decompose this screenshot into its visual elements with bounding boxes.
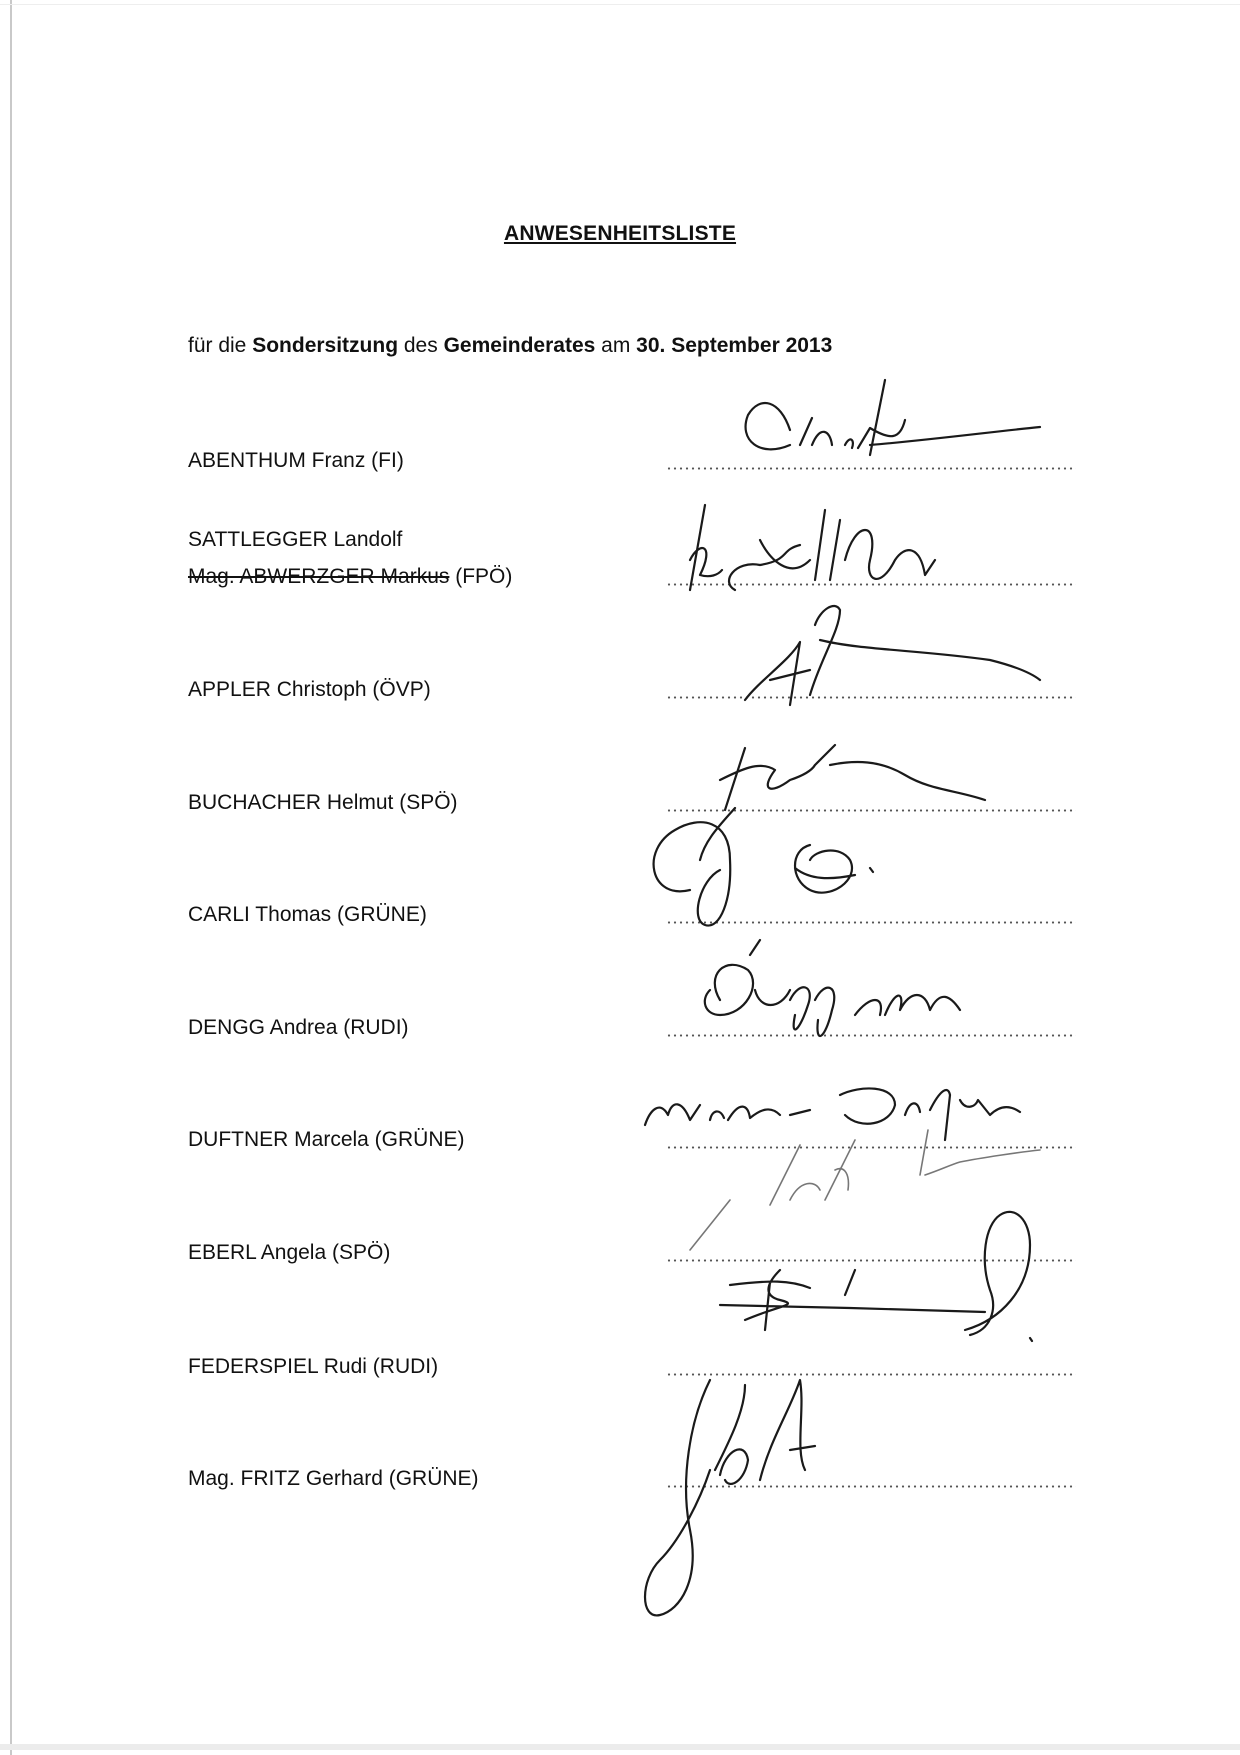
signature-line — [666, 1259, 1076, 1262]
signature-line — [666, 921, 1076, 924]
attendee-name-duftner: DUFTNER Marcela (GRÜNE) — [188, 1128, 465, 1151]
signature-line — [666, 1146, 1076, 1149]
intro-text-1: für die — [188, 334, 253, 357]
page-left-edge — [10, 0, 12, 1755]
attendee-name-carli: CARLI Thomas (GRÜNE) — [188, 903, 427, 926]
intro-text-2: des — [398, 334, 444, 357]
attendee-name-eberl: EBERL Angela (SPÖ) — [188, 1241, 391, 1264]
attendee-name-abenthum: ABENTHUM Franz (FI) — [188, 449, 404, 472]
signature-dengg — [705, 940, 960, 1036]
signature-line — [666, 809, 1076, 812]
signature-duftner — [645, 1088, 1020, 1140]
intro-council: Gemeinderates — [443, 334, 596, 357]
signature-federspiel — [720, 1212, 1032, 1341]
intro-text-3: am — [595, 334, 637, 357]
signature-buchacher — [700, 745, 985, 860]
attendee-name-appler: APPLER Christoph (ÖVP) — [188, 678, 431, 701]
attendee-name-buchacher: BUCHACHER Helmut (SPÖ) — [188, 791, 458, 814]
attendee-name-dengg: DENGG Andrea (RUDI) — [188, 1016, 409, 1039]
page-bottom-edge — [0, 1744, 1240, 1750]
meeting-intro — [188, 334, 832, 358]
attendee-name-federspiel: FEDERSPIEL Rudi (RUDI) — [188, 1355, 439, 1378]
attendee-name-sattlegger: SATTLEGGER Landolf — [188, 528, 403, 551]
signature-line — [666, 1373, 1076, 1376]
signature-line — [666, 1034, 1076, 1037]
signature-sattlegger — [690, 505, 935, 590]
struck-name: Mag. ABWERZGER Markus — [188, 565, 450, 588]
page-top-edge — [0, 4, 1240, 5]
signature-line — [666, 1485, 1076, 1488]
intro-date: 30. September 2013 — [636, 334, 833, 357]
signature-line — [666, 467, 1076, 470]
signature-line — [666, 696, 1076, 699]
attendee-name-replaced — [188, 562, 512, 592]
signature-line — [666, 583, 1076, 586]
signature-appler — [745, 606, 1040, 705]
intro-session-type: Sondersitzung — [252, 334, 399, 357]
signature-fritz — [645, 1380, 815, 1615]
signature-carli — [654, 822, 873, 925]
party-suffix: (FPÖ) — [449, 565, 513, 588]
attendee-name-fritz: Mag. FRITZ Gerhard (GRÜNE) — [188, 1467, 479, 1490]
signature-abenthum — [746, 380, 1040, 455]
document-title: ANWESENHEITSLISTE — [503, 222, 737, 245]
